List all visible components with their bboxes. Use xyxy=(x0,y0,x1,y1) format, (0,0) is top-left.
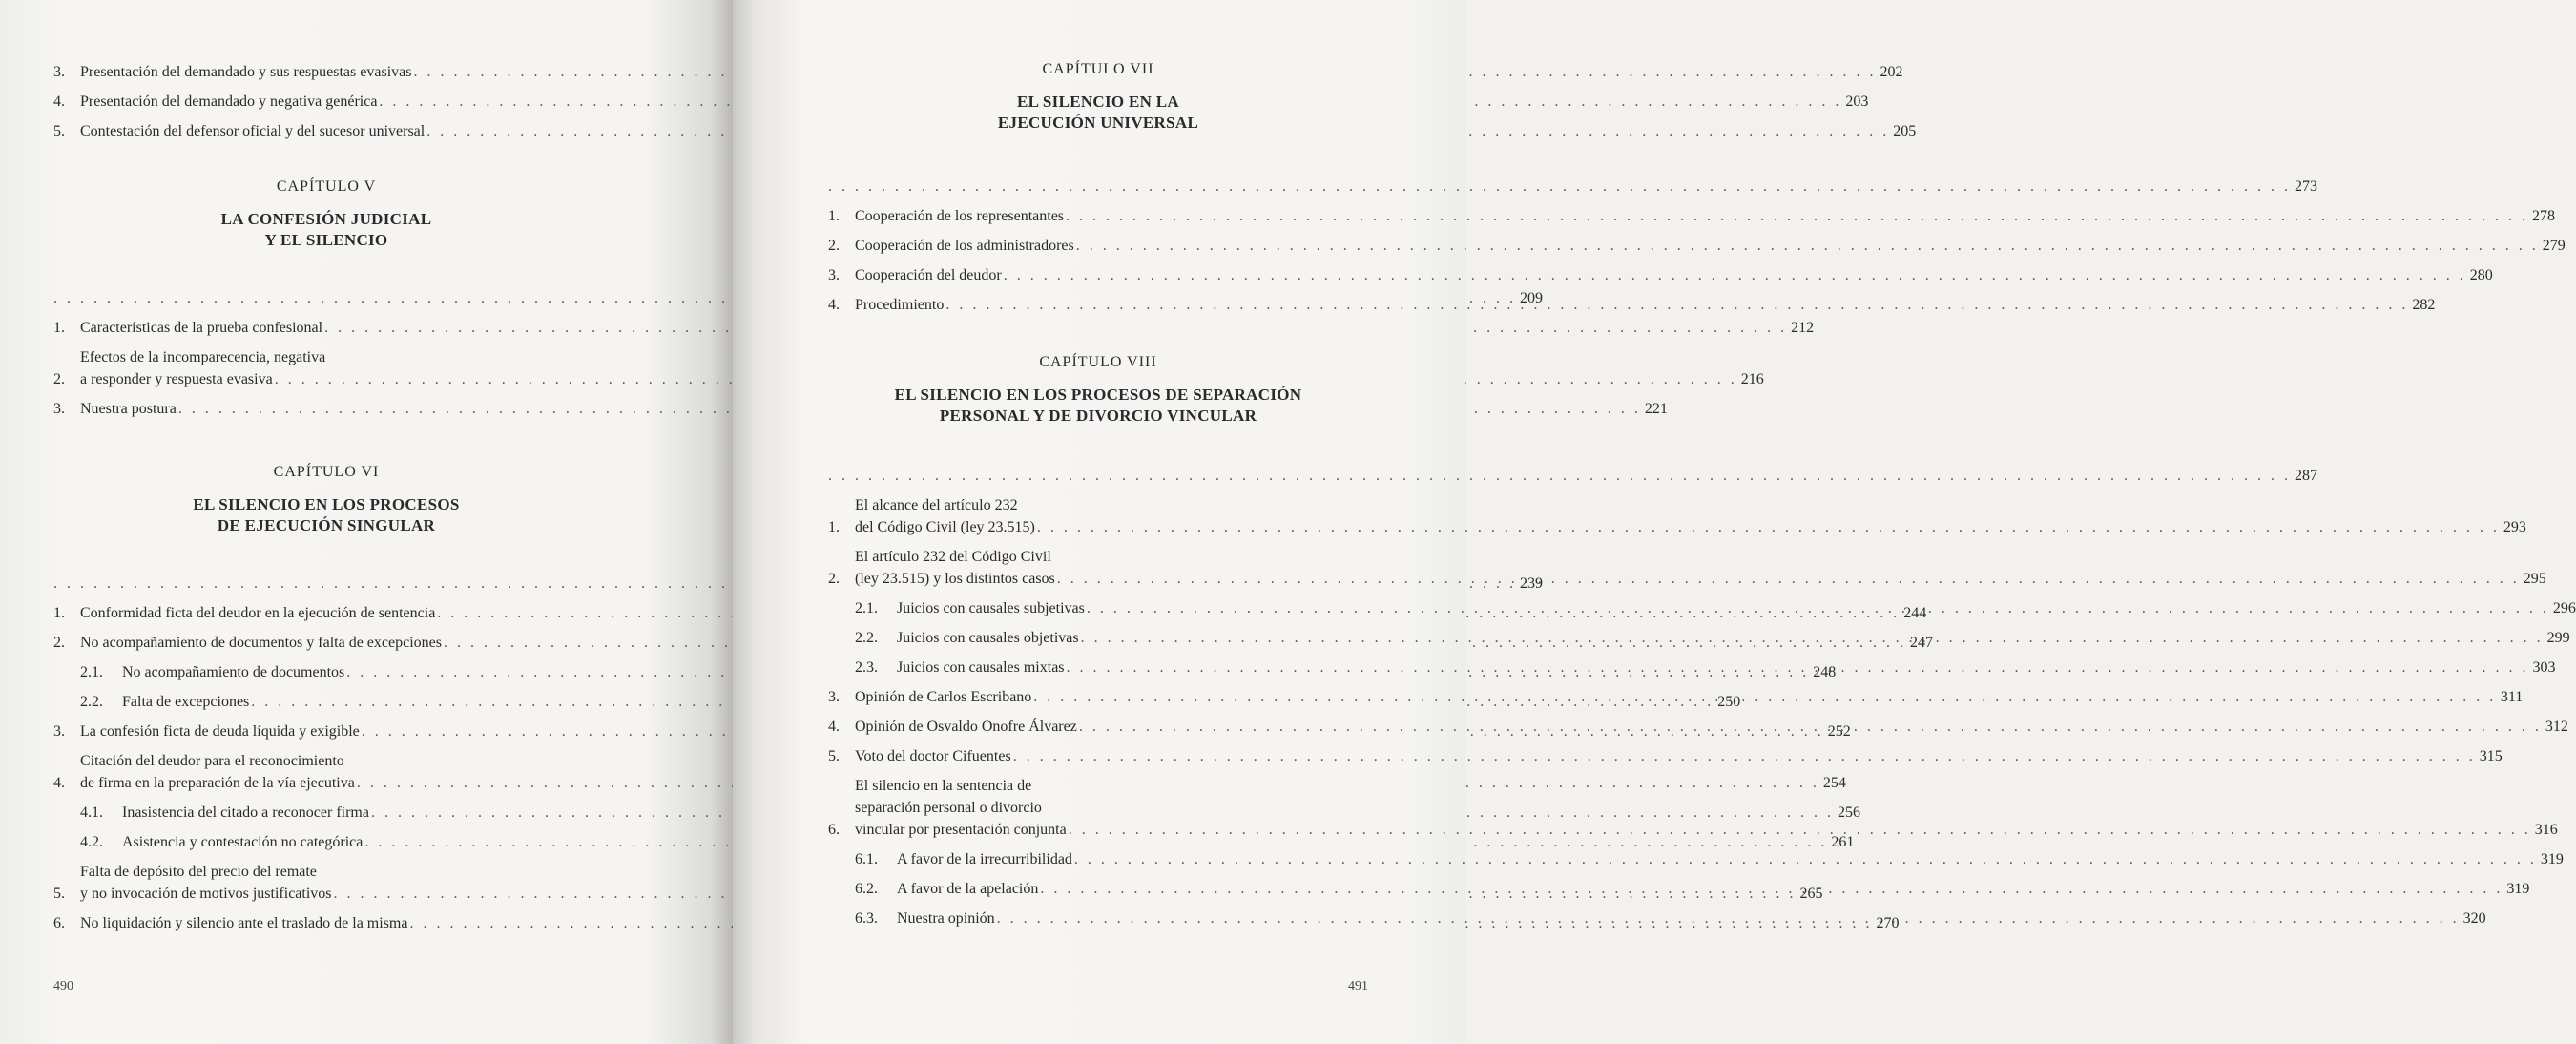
toc-page-number: 205 xyxy=(1893,123,1917,139)
chapter-intro-entry xyxy=(828,465,2317,487)
toc-entry[interactable] xyxy=(828,745,2503,767)
toc-entry[interactable] xyxy=(828,205,2556,227)
toc-entry-last-line xyxy=(855,205,2555,227)
toc-entry-number: 2. xyxy=(828,571,840,587)
toc-page-number: 320 xyxy=(2462,910,2486,927)
toc-page-number: 299 xyxy=(2546,630,2570,646)
leader-dots xyxy=(1013,745,2476,767)
chapter-title-line: PERSONAL Y DE DIVORCIO VINCULAR xyxy=(939,407,1257,425)
toc-entry-number: 4. xyxy=(53,94,65,110)
chapter-title xyxy=(53,494,599,536)
toc-entry-last-line xyxy=(855,716,2568,738)
toc-entry-text: Conformidad ficta del deudor en la ejecución de sentencia xyxy=(80,605,436,621)
toc-entry-body xyxy=(897,597,2576,619)
toc-entry-text: El alcance del artículo 232 xyxy=(855,497,1018,513)
toc-entry-body xyxy=(855,235,2566,257)
toc-entry-body xyxy=(897,878,2529,900)
toc-entry-text: El silencio en la sentencia de xyxy=(855,778,1032,794)
toc-entry-body xyxy=(855,494,2526,538)
toc-intro-line[interactable] xyxy=(828,176,2317,198)
toc-page-number: 256 xyxy=(1837,804,1860,821)
toc-page-number: 282 xyxy=(2412,297,2436,313)
toc-entry-number: 5. xyxy=(53,123,65,139)
toc-entry-text: Falta de excepciones xyxy=(122,694,250,710)
toc-page-number: 202 xyxy=(1880,64,1903,80)
toc-page-number: 311 xyxy=(2500,689,2524,705)
chapter-title-line: EL SILENCIO EN LOS PROCESOS DE SEPARACIÓN xyxy=(894,386,1302,404)
leader-dots xyxy=(1087,597,2549,619)
chapter-title xyxy=(828,92,1368,134)
toc-entry-text: Falta de depósito del precio del remate xyxy=(80,864,317,880)
toc-page-number: 244 xyxy=(1903,605,1927,621)
toc-entry-last-line xyxy=(828,176,2317,198)
toc-entry-body xyxy=(855,205,2555,227)
toc-entry-number: 1. xyxy=(828,519,840,535)
toc-entry-text: de firma en la preparación de la vía ejecutiva xyxy=(80,775,355,791)
toc-entry[interactable] xyxy=(828,235,2566,257)
toc-entry-text: Juicios con causales mixtas xyxy=(897,659,1065,676)
toc-entry-text: Cooperación de los representantes xyxy=(855,208,1065,224)
toc-page-number: 261 xyxy=(1831,834,1855,850)
toc-entry-number: 6. xyxy=(53,915,65,931)
toc-page-number: 273 xyxy=(2295,178,2317,195)
chapter-label: CAPÍTULO V xyxy=(276,178,377,195)
chapter-title-line: DE EJECUCIÓN SINGULAR xyxy=(217,516,436,534)
toc-entry-last-line xyxy=(897,627,2570,649)
toc-entry-number: 4.1. xyxy=(80,804,103,821)
leader-dots xyxy=(828,176,2291,198)
toc-page-number: 279 xyxy=(2542,238,2566,254)
toc-entry-last-line xyxy=(855,745,2503,767)
toc-entry-number: 4. xyxy=(53,775,65,791)
leader-dots xyxy=(1033,686,2496,708)
toc-entry-text: A favor de la irrecurribilidad xyxy=(897,851,1072,867)
leader-dots xyxy=(1079,716,2542,738)
toc-page-number: 203 xyxy=(1845,94,1869,110)
chapter-title-line: EL SILENCIO EN LOS PROCESOS xyxy=(193,495,460,513)
toc-page-number: 239 xyxy=(1520,575,1543,592)
chapter-title xyxy=(53,209,599,251)
toc-entry-text: No acompañamiento de documentos y falta de excepciones xyxy=(80,635,442,651)
toc-page-number: 270 xyxy=(1876,915,1900,931)
toc-entry-number: 2. xyxy=(53,371,65,387)
toc-entry-text: Asistencia y contestación no categórica xyxy=(122,834,364,850)
toc-entry-text: Cooperación del deudor xyxy=(855,267,1002,283)
toc-entry-text: del Código Civil (ley 23.515) xyxy=(855,519,1035,535)
toc-entry-number: 1. xyxy=(828,208,840,224)
toc-page-number: 287 xyxy=(2295,468,2317,484)
toc-entry[interactable] xyxy=(53,317,1815,339)
chapter-intro-entry xyxy=(828,176,2317,198)
toc-entry-text: La confesión ficta de deuda líquida y exigible xyxy=(80,723,360,740)
toc-entry-number: 3. xyxy=(53,723,65,740)
toc-page-number: 316 xyxy=(2534,822,2558,838)
toc-entry-last-line xyxy=(855,819,2558,841)
toc-entry-text: separación personal o divorcio xyxy=(855,800,1042,816)
leader-dots xyxy=(1069,819,2531,841)
toc-entry-text: Cooperación de los administradores xyxy=(855,238,1074,254)
toc-entry-text: y no invocación de motivos justificativos xyxy=(80,886,332,902)
leader-dots xyxy=(997,908,2460,929)
toc-entry-body xyxy=(855,686,2523,708)
toc-entry-body xyxy=(897,848,2564,870)
toc-page-number: 293 xyxy=(2503,519,2526,535)
toc-entry[interactable] xyxy=(53,831,1855,853)
leader-dots xyxy=(1004,264,2466,286)
toc-entry-last-line xyxy=(897,597,2576,619)
toc-entry-number: 3. xyxy=(828,689,840,705)
toc-entry-body xyxy=(897,657,2556,679)
toc-entry-number: 4. xyxy=(828,297,840,313)
toc-entry-body xyxy=(855,775,2558,841)
toc-entry-last-line xyxy=(855,294,2435,316)
toc-page-number: 296 xyxy=(2552,600,2576,616)
toc-entry[interactable] xyxy=(828,494,2526,538)
leader-dots xyxy=(1074,848,2537,870)
leader-dots xyxy=(1066,205,2528,227)
toc-page-number: 278 xyxy=(2532,208,2556,224)
toc-page-number: 252 xyxy=(1827,723,1851,740)
toc-entry-body xyxy=(855,264,2493,286)
toc-page-number: 209 xyxy=(1520,290,1543,306)
toc-entry-number: 5. xyxy=(53,886,65,902)
toc-entry-number: 6.3. xyxy=(855,910,878,927)
toc-entry-last-line xyxy=(897,657,2556,679)
toc-entry-body xyxy=(897,908,2486,929)
toc-page-number: 216 xyxy=(1740,371,1764,387)
toc-entry-text: Voto del doctor Cifuentes xyxy=(855,748,1011,764)
toc-page-number: 250 xyxy=(1717,694,1741,710)
chapter-label: CAPÍTULO VII xyxy=(1042,61,1154,77)
toc-page-number: 212 xyxy=(1791,320,1815,336)
chapter-title-line: EL SILENCIO EN LA xyxy=(1017,93,1179,111)
toc-entry-text: Contestación del defensor oficial y del sucesor universal xyxy=(80,123,426,139)
toc-page-number: 254 xyxy=(1822,775,1846,791)
toc-entry-number: 2. xyxy=(53,635,65,651)
leader-dots xyxy=(945,294,2408,316)
toc-entry-text: Características de la prueba confesional xyxy=(80,320,323,336)
toc-entry-number: 2.1. xyxy=(80,664,103,680)
toc-entry-number: 6.2. xyxy=(855,881,878,897)
toc-entry-last-line xyxy=(855,568,2546,590)
toc-entry-number: 2.3. xyxy=(855,659,878,676)
toc-page-number: 315 xyxy=(2479,748,2503,764)
toc-entry-text: a responder y respuesta evasiva xyxy=(80,371,273,387)
toc-entry-text: Citación del deudor para el reconocimiento xyxy=(80,753,344,769)
toc-entry-number: 3. xyxy=(53,401,65,417)
toc-entry-number: 1. xyxy=(53,605,65,621)
toc-entry-text: Presentación del demandado y sus respuestas evasivas xyxy=(80,64,412,80)
toc-entry-number: 1. xyxy=(53,320,65,336)
toc-entry-number: 4.2. xyxy=(80,834,103,850)
toc-entry-text: Presentación del demandado y negativa genérica xyxy=(80,94,378,110)
toc-entry-text: Procedimiento xyxy=(855,297,945,313)
toc-page-number: 280 xyxy=(2469,267,2493,283)
toc-entry-text: Efectos de la incomparecencia, negativa xyxy=(80,349,326,365)
chapter-title-line: Y EL SILENCIO xyxy=(264,231,388,249)
toc-entry-last-line xyxy=(828,465,2317,487)
toc-entry-text: Nuestra opinión xyxy=(897,910,995,927)
toc-entry-last-line xyxy=(897,908,2486,929)
toc-entry[interactable] xyxy=(828,848,2564,870)
toc-entry-text: Opinión de Carlos Escribano xyxy=(855,689,1032,705)
toc-entry-text: No acompañamiento de documentos xyxy=(122,664,345,680)
toc-entry-number: 5. xyxy=(828,748,840,764)
toc-entry-number: 4. xyxy=(828,719,840,735)
toc-intro-line[interactable] xyxy=(828,465,2317,487)
toc-entry-body xyxy=(855,716,2568,738)
toc-page-number: 295 xyxy=(2523,571,2546,587)
toc-entry-body xyxy=(828,465,2317,487)
toc-page-number: 221 xyxy=(1644,401,1668,417)
toc-entry-last-line xyxy=(897,878,2529,900)
toc-entry-body xyxy=(855,745,2503,767)
toc-entry-body xyxy=(897,627,2570,649)
toc-entry-last-line xyxy=(897,848,2564,870)
leader-dots xyxy=(1037,516,2500,538)
toc-entry-last-line xyxy=(855,264,2493,286)
toc-entry-last-line xyxy=(855,516,2526,538)
leader-dots xyxy=(1081,627,2544,649)
chapter-label: CAPÍTULO VI xyxy=(273,464,380,480)
toc-entry-number: 2.2. xyxy=(80,694,103,710)
toc-entry-text: A favor de la apelación xyxy=(897,881,1039,897)
chapter-label: CAPÍTULO VIII xyxy=(1039,354,1157,370)
toc-entry-number: 3. xyxy=(828,267,840,283)
toc-entry-text: (ley 23.515) y los distintos casos xyxy=(855,571,1055,587)
toc-entry-text: Nuestra postura xyxy=(80,401,177,417)
toc-entry-text: vincular por presentación conjunta xyxy=(855,822,1067,838)
page-number: 490 xyxy=(53,979,73,993)
toc-entry-number: 2.2. xyxy=(855,630,878,646)
toc-entry-number: 2.1. xyxy=(855,600,878,616)
page-number: 491 xyxy=(1348,979,1368,993)
toc-entry-number: 6.1. xyxy=(855,851,878,867)
chapter-title-line: EJECUCIÓN UNIVERSAL xyxy=(997,114,1199,132)
leader-dots xyxy=(1040,878,2503,900)
toc-entry-text: Opinión de Osvaldo Onofre Álvarez xyxy=(855,719,1077,735)
toc-page-number: 303 xyxy=(2532,659,2556,676)
toc-entry-number: 3. xyxy=(53,64,65,80)
leader-dots xyxy=(1057,568,2520,590)
toc-entry-body xyxy=(855,546,2546,590)
toc-entry-number: 2. xyxy=(828,238,840,254)
toc-entry-text: El artículo 232 del Código Civil xyxy=(855,549,1051,565)
toc-page-number: 319 xyxy=(2540,851,2564,867)
toc-entry-text: No liquidación y silencio ante el traslado de la misma xyxy=(80,915,408,931)
toc-entry-text: Juicios con causales objetivas xyxy=(897,630,1079,646)
toc-entry[interactable] xyxy=(828,264,2493,286)
toc-entry-last-line xyxy=(855,235,2566,257)
leader-dots xyxy=(1067,657,2529,679)
toc-entry-last-line xyxy=(855,686,2523,708)
toc-page-number: 247 xyxy=(1909,635,1933,651)
toc-entry-number: 6. xyxy=(828,822,840,838)
toc-page-number: 312 xyxy=(2545,719,2568,735)
leader-dots xyxy=(828,465,2291,487)
chapter-title xyxy=(828,385,1368,427)
toc-entry-body xyxy=(828,176,2317,198)
toc-page-number: 248 xyxy=(1813,664,1837,680)
chapter-title-line: LA CONFESIÓN JUDICIAL xyxy=(220,210,432,228)
toc-entry-text: Juicios con causales subjetivas xyxy=(897,600,1085,616)
toc-page-number: 319 xyxy=(2506,881,2530,897)
toc-entry-body xyxy=(855,294,2435,316)
toc-entry-text: Inasistencia del citado a reconocer firma xyxy=(122,804,369,821)
toc-page-number: 265 xyxy=(1799,886,1823,902)
leader-dots xyxy=(1076,235,2539,257)
